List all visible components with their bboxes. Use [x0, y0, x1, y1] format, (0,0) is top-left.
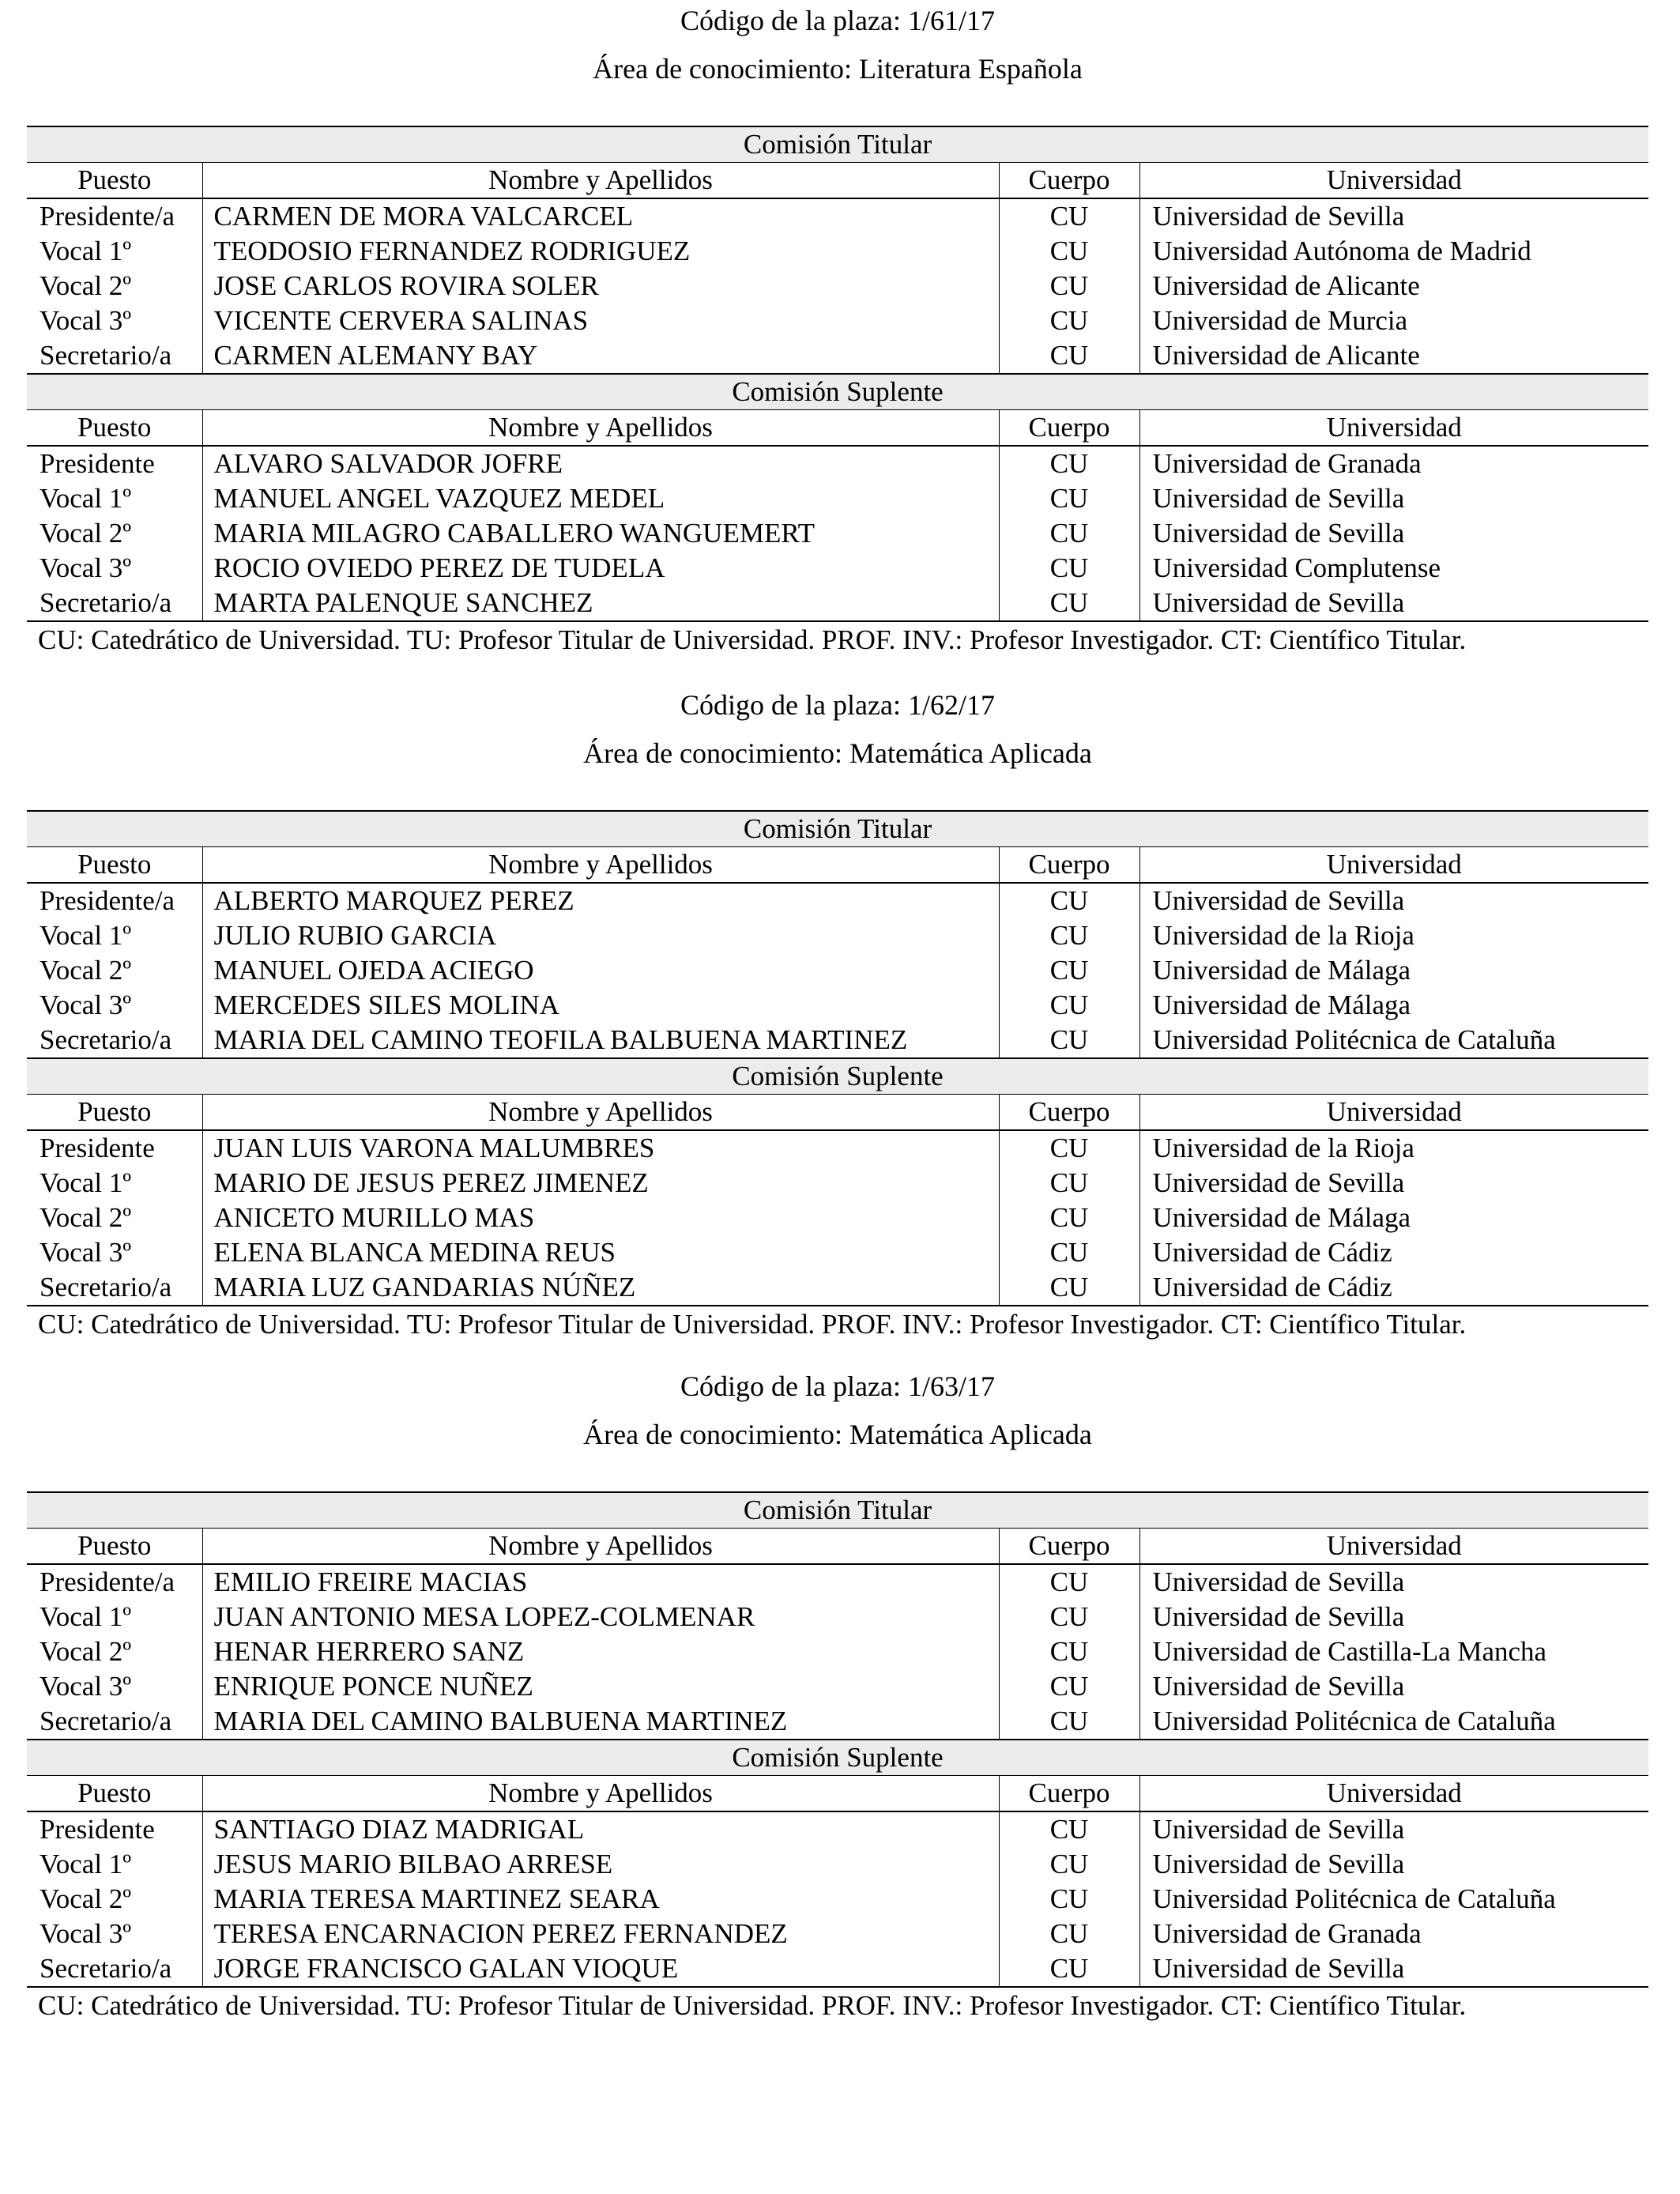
cell-cuerpo: CU [999, 1704, 1139, 1740]
header-puesto: Puesto [27, 1095, 202, 1131]
plaza-block [27, 0, 1648, 658]
cell-cuerpo: CU [999, 586, 1139, 621]
table-row [27, 234, 1648, 269]
cell-puesto: Vocal 1º [40, 920, 132, 951]
section-title: Comisión Suplente [27, 1740, 1648, 1776]
cell-nombre: JULIO RUBIO GARCIA [202, 918, 999, 953]
table-row [27, 1917, 1648, 1951]
header-universidad: Universidad [1139, 1529, 1648, 1565]
cell-universidad: Universidad Politécnica de Cataluña [1139, 1023, 1648, 1058]
legend-note: CU: Catedrático de Universidad. TU: Profesor Titular de Universidad. PROF. INV.: Profesor Investigador. CT: Científico Titular. [38, 624, 1467, 655]
cell-puesto: Presidente/a [40, 1566, 175, 1597]
cell-nombre: MARTA PALENQUE SANCHEZ [202, 586, 999, 621]
table-row [27, 1270, 1648, 1306]
cell-puesto: Vocal 2º [40, 1202, 132, 1233]
table-row [27, 586, 1648, 621]
committee-table [27, 810, 1648, 1306]
cell-nombre: CARMEN ALEMANY BAY [202, 338, 999, 374]
header-cuerpo: Cuerpo [999, 847, 1139, 884]
cell-nombre: ANICETO MURILLO MAS [202, 1201, 999, 1235]
cell-puesto: Presidente [40, 1814, 155, 1845]
knowledge-area: Área de conocimiento: Literatura Española [593, 53, 1083, 85]
cell-puesto: Presidente/a [40, 885, 175, 916]
cell-puesto: Presidente/a [40, 201, 175, 232]
cell-cuerpo: CU [999, 1882, 1139, 1917]
cell-nombre: JOSE CARLOS ROVIRA SOLER [202, 269, 999, 303]
cell-universidad: Universidad de Cádiz [1139, 1235, 1648, 1270]
header-puesto: Puesto [27, 163, 202, 199]
cell-cuerpo: CU [999, 918, 1139, 953]
section-title: Comisión Titular [27, 811, 1648, 847]
table-row [27, 1951, 1648, 1987]
header-nombre: Nombre y Apellidos [202, 410, 999, 447]
header-row [27, 163, 1648, 199]
cell-puesto: Vocal 3º [40, 1237, 132, 1268]
header-cuerpo: Cuerpo [999, 410, 1139, 447]
cell-cuerpo: CU [999, 551, 1139, 586]
cell-nombre: EMILIO FREIRE MACIAS [202, 1564, 999, 1600]
cell-universidad: Universidad de Málaga [1139, 1201, 1648, 1235]
knowledge-area: Área de conocimiento: Matemática Aplicada [583, 1419, 1092, 1450]
table-row [27, 988, 1648, 1023]
cell-universidad: Universidad Politécnica de Cataluña [1139, 1882, 1648, 1917]
cell-nombre: HENAR HERRERO SANZ [202, 1634, 999, 1669]
table-row [27, 1882, 1648, 1917]
cell-cuerpo: CU [999, 953, 1139, 988]
cell-cuerpo: CU [999, 988, 1139, 1023]
cell-nombre: ELENA BLANCA MEDINA REUS [202, 1235, 999, 1270]
table-row [27, 446, 1648, 481]
table-row [27, 953, 1648, 988]
table-row [27, 1847, 1648, 1882]
cell-universidad: Universidad de Castilla-La Mancha [1139, 1634, 1648, 1669]
header-universidad: Universidad [1139, 163, 1648, 199]
cell-universidad: Universidad de Granada [1139, 446, 1648, 481]
cell-universidad: Universidad de Sevilla [1139, 1811, 1648, 1847]
cell-nombre: ENRIQUE PONCE NUÑEZ [202, 1669, 999, 1704]
cell-puesto: Secretario/a [40, 1024, 172, 1055]
section-row-suplente [27, 1740, 1648, 1776]
cell-universidad: Universidad de Cádiz [1139, 1270, 1648, 1306]
table-row [27, 198, 1648, 234]
cell-cuerpo: CU [999, 1600, 1139, 1634]
table-row [27, 1669, 1648, 1704]
cell-cuerpo: CU [999, 1023, 1139, 1058]
cell-universidad: Universidad de Málaga [1139, 988, 1648, 1023]
table-row [27, 1811, 1648, 1847]
plaza-code: Código de la plaza: 1/61/17 [680, 5, 995, 36]
cell-universidad: Universidad de la Rioja [1139, 1130, 1648, 1166]
cell-universidad: Universidad de Sevilla [1139, 1564, 1648, 1600]
cell-universidad: Universidad Complutense [1139, 551, 1648, 586]
cell-cuerpo: CU [999, 1847, 1139, 1882]
cell-nombre: MARIO DE JESUS PEREZ JIMENEZ [202, 1166, 999, 1201]
cell-universidad: Universidad de Murcia [1139, 303, 1648, 338]
cell-cuerpo: CU [999, 1201, 1139, 1235]
cell-puesto: Vocal 2º [40, 955, 132, 986]
cell-universidad: Universidad Autónoma de Madrid [1139, 234, 1648, 269]
cell-nombre: MARIA TERESA MARTINEZ SEARA [202, 1882, 999, 1917]
cell-puesto: Vocal 3º [40, 552, 132, 583]
table-row [27, 338, 1648, 374]
header-universidad: Universidad [1139, 1095, 1648, 1131]
cell-puesto: Vocal 3º [40, 990, 132, 1020]
table-row [27, 303, 1648, 338]
cell-puesto: Presidente [40, 1133, 155, 1163]
cell-nombre: VICENTE CERVERA SALINAS [202, 303, 999, 338]
cell-nombre: JESUS MARIO BILBAO ARRESE [202, 1847, 999, 1882]
table-row [27, 1130, 1648, 1166]
cell-puesto: Vocal 2º [40, 270, 132, 301]
cell-cuerpo: CU [999, 338, 1139, 374]
cell-universidad: Universidad de Sevilla [1139, 883, 1648, 918]
table-row [27, 1704, 1648, 1740]
header-nombre: Nombre y Apellidos [202, 847, 999, 884]
cell-universidad: Universidad de Sevilla [1139, 481, 1648, 516]
cell-puesto: Vocal 2º [40, 1883, 132, 1914]
cell-puesto: Vocal 2º [40, 518, 132, 548]
legend-note: CU: Catedrático de Universidad. TU: Profesor Titular de Universidad. PROF. INV.: Profesor Investigador. CT: Científico Titular. [38, 1309, 1467, 1340]
table-row [27, 1166, 1648, 1201]
cell-nombre: SANTIAGO DIAZ MADRIGAL [202, 1811, 999, 1847]
cell-universidad: Universidad de Alicante [1139, 338, 1648, 374]
section-row-suplente [27, 1058, 1648, 1095]
cell-cuerpo: CU [999, 1951, 1139, 1987]
header-row [27, 847, 1648, 884]
cell-puesto: Secretario/a [27, 586, 202, 621]
cell-universidad: Universidad de Málaga [1139, 953, 1648, 988]
cell-cuerpo: CU [999, 1669, 1139, 1704]
cell-universidad: Universidad de Sevilla [1139, 1669, 1648, 1704]
cell-nombre: JORGE FRANCISCO GALAN VIOQUE [202, 1951, 999, 1987]
header-cuerpo: Cuerpo [999, 163, 1139, 199]
section-row-suplente [27, 374, 1648, 410]
table-row [27, 1564, 1648, 1600]
table-row [27, 1201, 1648, 1235]
header-universidad: Universidad [1139, 847, 1648, 884]
table-row [27, 551, 1648, 586]
cell-nombre: JUAN ANTONIO MESA LOPEZ-COLMENAR [202, 1600, 999, 1634]
plaza-block [27, 684, 1648, 1343]
header-cuerpo: Cuerpo [999, 1776, 1139, 1812]
cell-nombre: TEODOSIO FERNANDEZ RODRIGUEZ [202, 234, 999, 269]
table-row [27, 883, 1648, 918]
header-nombre: Nombre y Apellidos [202, 1095, 999, 1131]
cell-cuerpo: CU [999, 516, 1139, 551]
cell-nombre: MARIA MILAGRO CABALLERO WANGUEMERT [202, 516, 999, 551]
cell-puesto: Secretario/a [27, 1270, 202, 1306]
plaza-block [27, 1366, 1648, 2024]
section-title: Comisión Suplente [27, 1058, 1648, 1095]
cell-puesto: Vocal 2º [40, 1636, 132, 1667]
cell-universidad: Universidad de Sevilla [1139, 1951, 1648, 1987]
cell-cuerpo: CU [999, 1166, 1139, 1201]
table-row [27, 516, 1648, 551]
cell-puesto: Vocal 3º [40, 1671, 132, 1702]
cell-universidad: Universidad de Alicante [1139, 269, 1648, 303]
cell-puesto: Vocal 3º [40, 305, 132, 336]
cell-puesto: Presidente [40, 448, 155, 479]
table-row [27, 1023, 1648, 1058]
cell-nombre: MARIA LUZ GANDARIAS NÚÑEZ [202, 1270, 999, 1306]
cell-nombre: ALVARO SALVADOR JOFRE [202, 446, 999, 481]
cell-cuerpo: CU [999, 1235, 1139, 1270]
cell-nombre: MERCEDES SILES MOLINA [202, 988, 999, 1023]
cell-puesto: Secretario/a [40, 340, 172, 371]
header-puesto: Puesto [27, 847, 202, 884]
cell-cuerpo: CU [999, 269, 1139, 303]
header-cuerpo: Cuerpo [999, 1095, 1139, 1131]
table-row [27, 481, 1648, 516]
section-title: Comisión Titular [27, 126, 1648, 163]
table-row [27, 1235, 1648, 1270]
cell-cuerpo: CU [999, 1130, 1139, 1166]
cell-cuerpo: CU [999, 1634, 1139, 1669]
header-puesto: Puesto [27, 410, 202, 447]
cell-nombre: MANUEL ANGEL VAZQUEZ MEDEL [202, 481, 999, 516]
committee-table [27, 126, 1648, 622]
cell-nombre: ROCIO OVIEDO PEREZ DE TUDELA [202, 551, 999, 586]
cell-puesto: Secretario/a [27, 1951, 202, 1987]
header-universidad: Universidad [1139, 410, 1648, 447]
table-row [27, 1634, 1648, 1669]
cell-universidad: Universidad de Sevilla [1139, 586, 1648, 621]
cell-cuerpo: CU [999, 1917, 1139, 1951]
header-row [27, 410, 1648, 447]
cell-cuerpo: CU [999, 1564, 1139, 1600]
cell-nombre: JUAN LUIS VARONA MALUMBRES [202, 1130, 999, 1166]
cell-cuerpo: CU [999, 198, 1139, 234]
cell-puesto: Vocal 1º [40, 1849, 132, 1879]
cell-universidad: Universidad de Granada [1139, 1917, 1648, 1951]
header-nombre: Nombre y Apellidos [202, 1776, 999, 1812]
cell-nombre: MANUEL OJEDA ACIEGO [202, 953, 999, 988]
committee-table [27, 1491, 1648, 1988]
header-cuerpo: Cuerpo [999, 1529, 1139, 1565]
cell-puesto: Vocal 3º [40, 1918, 132, 1949]
plaza-code: Código de la plaza: 1/63/17 [680, 1370, 995, 1402]
cell-puesto: Secretario/a [40, 1706, 172, 1736]
plaza-code: Código de la plaza: 1/62/17 [680, 689, 995, 721]
header-row [27, 1776, 1648, 1812]
cell-puesto: Vocal 1º [40, 1601, 132, 1632]
cell-universidad: Universidad de Sevilla [1139, 516, 1648, 551]
cell-universidad: Universidad de Sevilla [1139, 1600, 1648, 1634]
section-row-titular [27, 1492, 1648, 1529]
cell-puesto: Vocal 1º [40, 236, 132, 266]
section-row-titular [27, 126, 1648, 163]
cell-universidad: Universidad de la Rioja [1139, 918, 1648, 953]
cell-nombre: MARIA DEL CAMINO BALBUENA MARTINEZ [202, 1704, 999, 1740]
cell-cuerpo: CU [999, 303, 1139, 338]
cell-nombre: ALBERTO MARQUEZ PEREZ [202, 883, 999, 918]
knowledge-area: Área de conocimiento: Matemática Aplicada [583, 737, 1092, 769]
cell-cuerpo: CU [999, 446, 1139, 481]
cell-cuerpo: CU [999, 1811, 1139, 1847]
table-row [27, 1600, 1648, 1634]
header-puesto: Puesto [27, 1776, 202, 1812]
cell-cuerpo: CU [999, 883, 1139, 918]
cell-universidad: Universidad Politécnica de Cataluña [1139, 1704, 1648, 1740]
header-universidad: Universidad [1139, 1776, 1648, 1812]
table-row [27, 918, 1648, 953]
cell-cuerpo: CU [999, 234, 1139, 269]
cell-universidad: Universidad de Sevilla [1139, 1166, 1648, 1201]
section-title: Comisión Titular [27, 1492, 1648, 1529]
table-row [27, 269, 1648, 303]
section-row-titular [27, 811, 1648, 847]
legend-note: CU: Catedrático de Universidad. TU: Profesor Titular de Universidad. PROF. INV.: Profesor Investigador. CT: Científico Titular. [38, 1990, 1467, 2021]
cell-puesto: Vocal 1º [40, 1167, 132, 1198]
header-puesto: Puesto [27, 1529, 202, 1565]
cell-nombre: TERESA ENCARNACION PEREZ FERNANDEZ [202, 1917, 999, 1951]
section-title: Comisión Suplente [27, 374, 1648, 410]
cell-nombre: MARIA DEL CAMINO TEOFILA BALBUENA MARTINEZ [202, 1023, 999, 1058]
header-nombre: Nombre y Apellidos [202, 1529, 999, 1565]
cell-universidad: Universidad de Sevilla [1139, 198, 1648, 234]
header-nombre: Nombre y Apellidos [202, 163, 999, 199]
cell-puesto: Vocal 1º [40, 483, 132, 514]
cell-cuerpo: CU [999, 1270, 1139, 1306]
header-row [27, 1095, 1648, 1131]
cell-cuerpo: CU [999, 481, 1139, 516]
cell-nombre: CARMEN DE MORA VALCARCEL [202, 198, 999, 234]
cell-universidad: Universidad de Sevilla [1139, 1847, 1648, 1882]
header-row [27, 1529, 1648, 1565]
